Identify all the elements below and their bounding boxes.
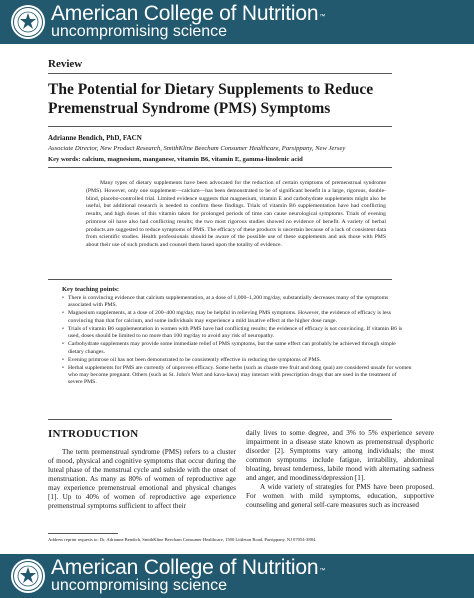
key-point: • There is convincing evidence that calcium supplementation, at a dose of 1,000–1,200 mg/day, substantially decreases many of the symptoms associated with PMS. <box>62 295 412 310</box>
divider <box>48 419 392 420</box>
key-points-list <box>62 295 412 387</box>
body-paragraph: A wide variety of strategies for PMS have been proposed. For women with mild symptoms, education, supportive counseling and general self-care measures such as increased <box>246 483 434 509</box>
author-affiliation: Associate Director, New Product Research, SmithKline Beecham Consumer Healthcare, Parsippany, New Jersey <box>48 145 346 152</box>
divider <box>48 126 392 127</box>
key-point: • Evening primrose oil has not been demonstrated to be consistently effective in reducing the symptoms of PMS. <box>62 357 412 364</box>
footnote-divider <box>48 533 118 534</box>
key-point: • Carbohydrate supplements may provide some immediate relief of PMS symptoms, but the same effect can probably be achieved through simple dietary changes. <box>62 341 412 356</box>
divider <box>48 167 392 168</box>
key-teaching-points <box>62 286 412 387</box>
key-points-heading: Key teaching points: <box>62 286 120 293</box>
footer-banner <box>0 554 474 598</box>
banner-tagline: uncompromising science <box>51 577 228 594</box>
footnote: Address reprint requests to: Dr. Adrianne Bendich, SmithKline Beecham Consumer Healthcare, 1500 Littleton Road, Parsippany, NJ 07054-3884. <box>48 537 317 542</box>
key-point: • Trials of vitamin B6 supplementation in women with PMS have had conflicting results; the evidence of efficacy is not convincing. If vitamin B6 is used, doses should be limited to no more than 100 mg/day to avoid any risk of neuropathy. <box>62 326 412 341</box>
body-column-right <box>246 429 434 510</box>
article-title: The Potential for Dietary Supplements to Reduce Premenstrual Syndrome (PMS) Symptoms <box>48 81 374 117</box>
keywords: Key words: calcium, magnesium, manganese, vitamin B6, vitamin E, gamma-linolenic acid <box>48 156 303 163</box>
divider <box>48 279 392 280</box>
divider <box>48 73 392 74</box>
abstract: Many types of dietary supplements have been advocated for the reduction of certain symptoms of premenstrual syndrome (PMS). However, only one supplement—calcium—has been demonstrated to be of significant benefit in a large, rigorous, double-blind, placebo-controlled trial. Limited evidence suggests that magnesium, vitamin E and carbohydrate supplements might also be useful, but additional research is needed to confirm these findings. Trials of vitamin B6 supplementation have had conflicting results, and high doses of this vitamin taken for prolonged periods of time can cause neurological symptoms. Trials of evening primrose oil have also had conflicting results; the two most rigorous studies showed no evidence of benefit. A variety of herbal products are suggested to reduce symptoms of PMS. The efficacy of these products is uncertain because of a lack of consistent data from scientific studies. Health professionals should be aware of the possible use of these supplements and ask those with PMS about their use of such products and counsel them based upon the totality of evidence. <box>86 180 386 248</box>
banner-title: American College of Nutrition™ <box>51 556 326 579</box>
banner-tagline: uncompromising science <box>51 23 228 40</box>
header-banner <box>0 0 474 44</box>
college-seal-logo <box>10 4 46 40</box>
key-point: • Magnesium supplements, at a dose of 200–400 mg/day, may be helpful in relieving PMS symptoms. However, the evidence of efficacy is less convincing than that for calcium, and some individuals may experience a mild laxative effect at the higher dose range. <box>62 310 412 325</box>
section-label: Review <box>48 58 83 70</box>
college-seal-logo <box>10 558 46 594</box>
section-heading: INTRODUCTION <box>48 428 139 440</box>
key-point: • Herbal supplements for PMS are currently of unproven efficacy. Some herbs (such as chaste tree fruit and dong quai) are considered unsafe for women who may become pregnant. Others (such as St. John's Wort and kava-kava) may interact with prescription drugs that are used in the treatment of severe PMS. <box>62 365 412 387</box>
author-name: Adrianne Bendich, PhD, FACN <box>48 134 142 142</box>
banner-title: American College of Nutrition™ <box>51 2 326 25</box>
body-paragraph: daily lives to some degree, and 3% to 5% experience severe impairment in a disease state known as premenstrual dysphoric disorder [2]. Symptoms vary among individuals; the most common symptoms include fatigue, irritability, abdominal bloating, breast tenderness, labile mood with alternating sadness and anger, and moodiness/depression [1]. <box>246 429 434 482</box>
body-column-left: The term premenstrual syndrome (PMS) refers to a cluster of mood, physical and cognitive symptoms that occur during the luteal phase of the menstrual cycle and subside with the onset of menstruation. As many as 80% of women of reproductive age may experience premenstrual emotional and physical changes [1]. Up to 40% of women of reproductive age experience premenstrual symptoms sufficient to affect their <box>48 448 236 510</box>
